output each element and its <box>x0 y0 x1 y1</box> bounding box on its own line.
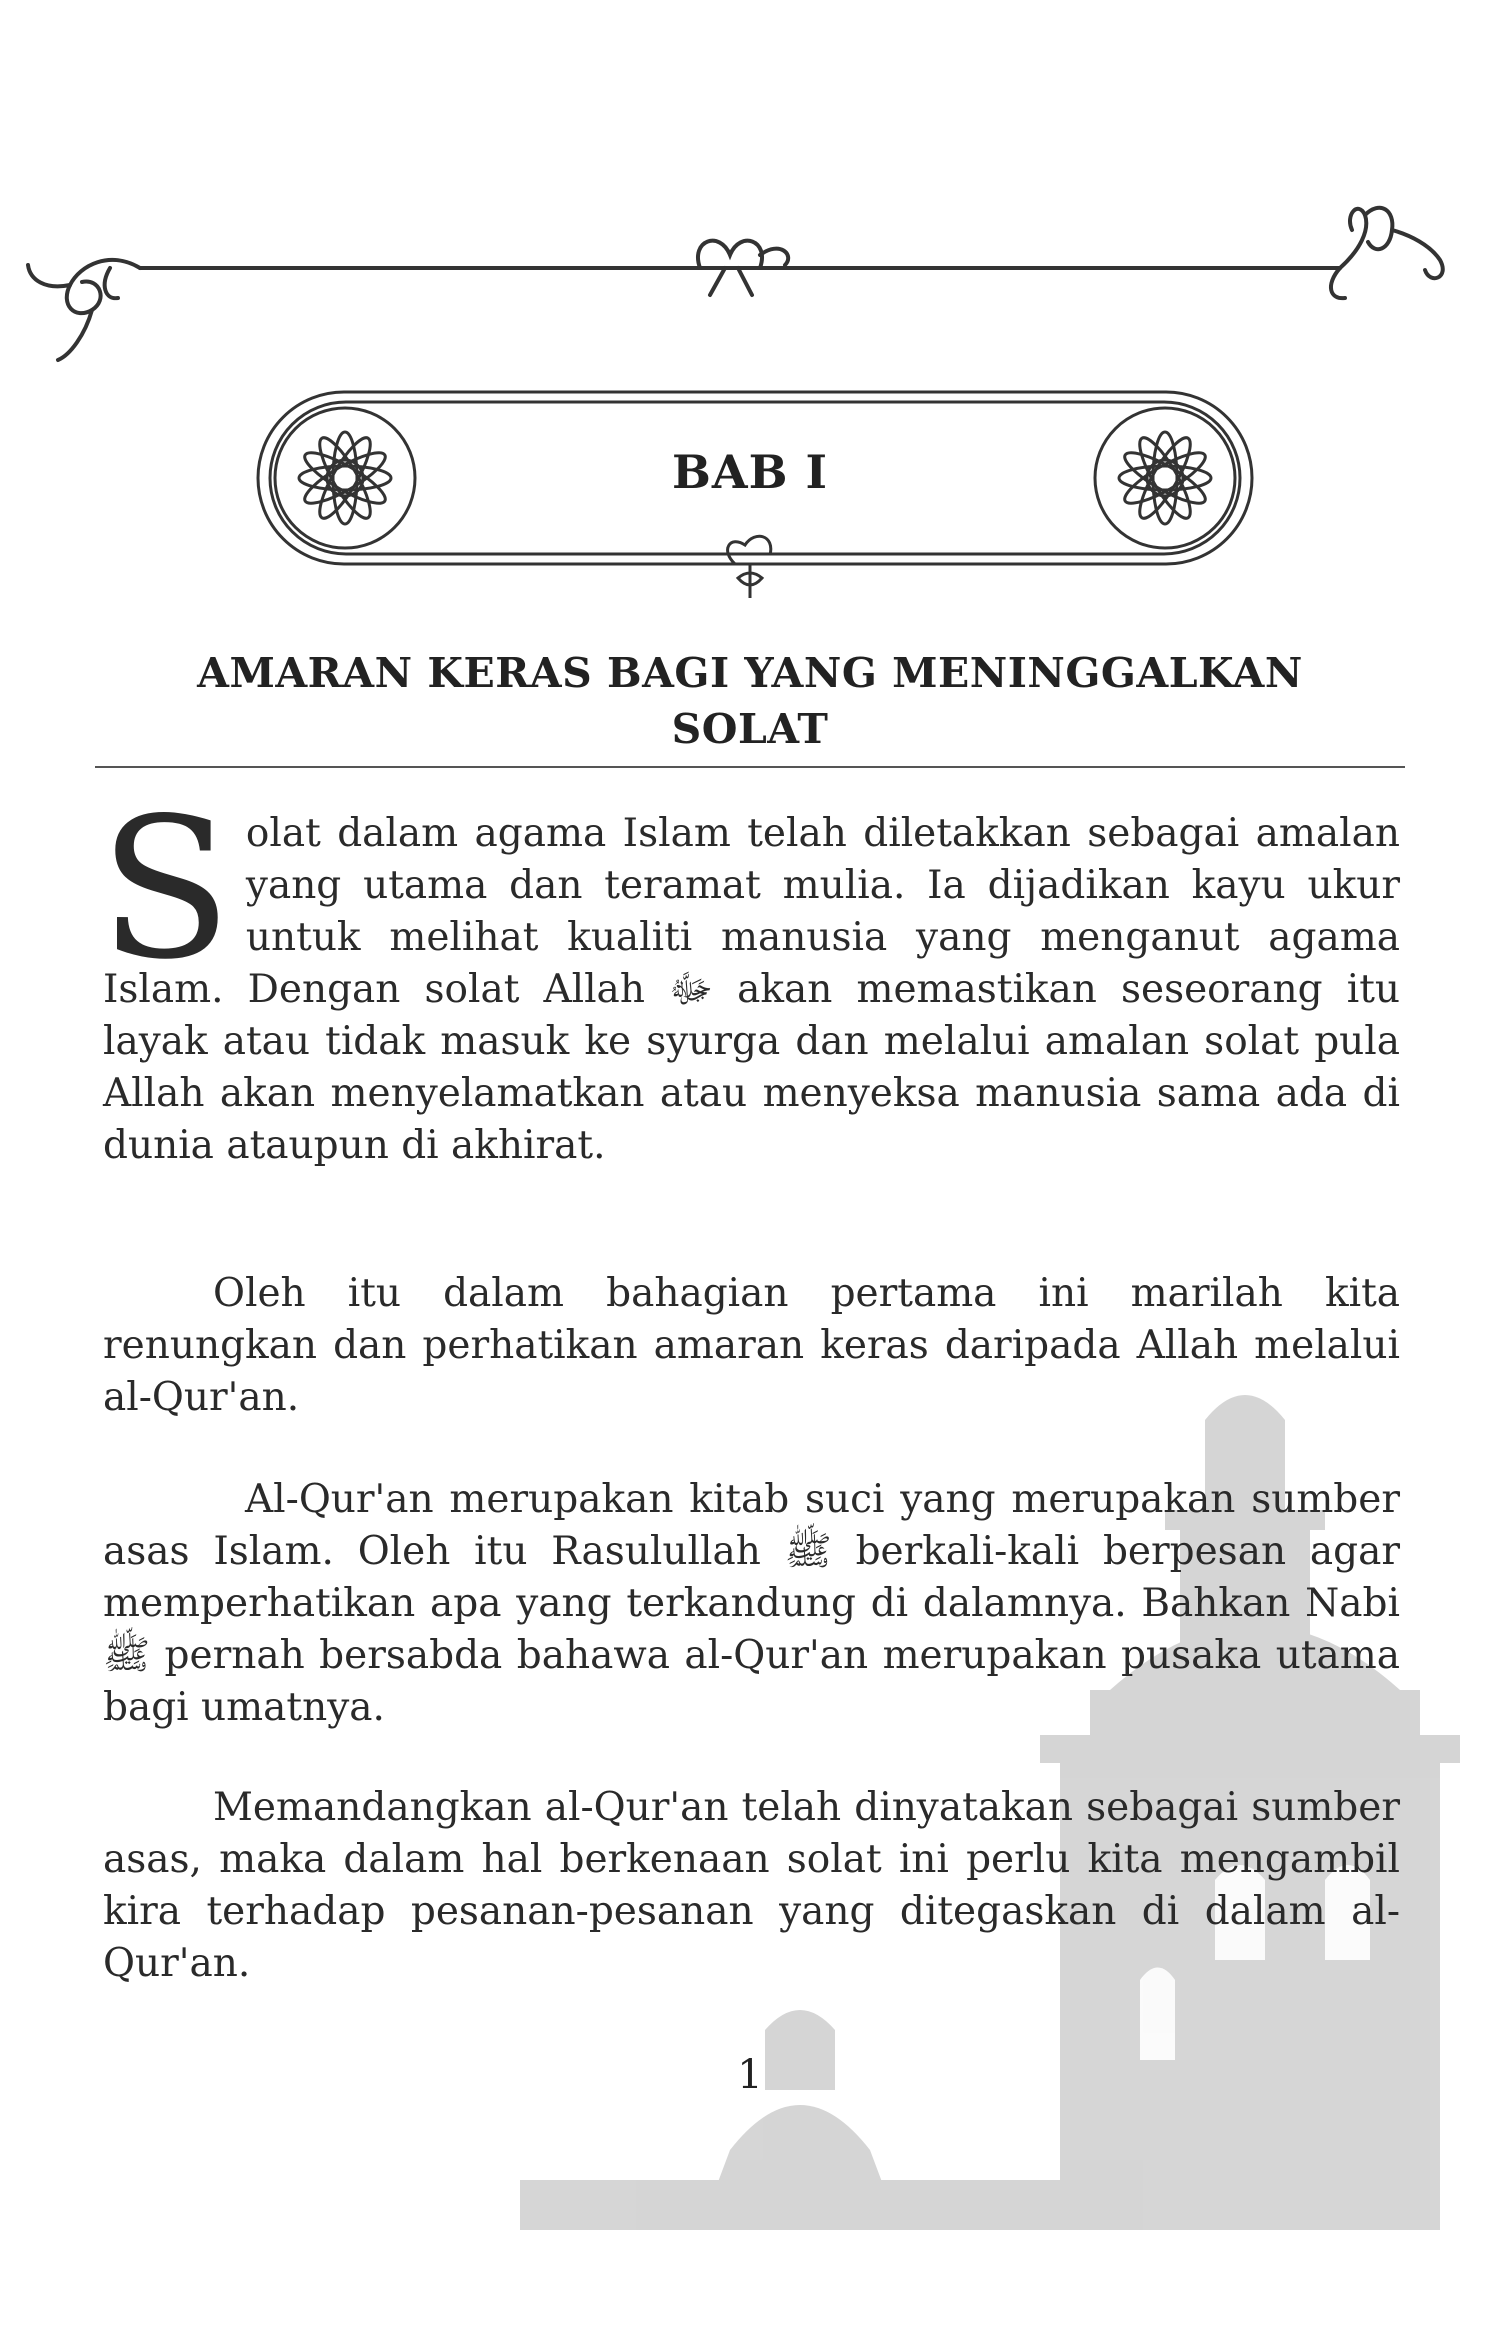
top-ornament-divider <box>0 160 1500 380</box>
paragraph-3 <box>103 1474 1400 1734</box>
paragraph-3-text: Al-Qur'an merupakan kitab suci yang merupakan sumber asas Islam. Oleh itu Rasulullah ﷺ berkali-kali berpesan agar memperhatikan apa yang terkandung di dalamnya. Bahkan Nabi ﷺ pernah bersabda bahawa al-Qur'an merupakan pusaka utama bagi umatnya. <box>103 1477 1400 1730</box>
drop-cap: S <box>99 776 232 1002</box>
page-number: 1 <box>737 2052 763 2098</box>
chapter-label: BAB I <box>672 445 828 499</box>
chapter-title <box>130 645 1370 757</box>
paragraph-4 <box>103 1782 1400 1990</box>
title-underline-rule <box>95 766 1405 768</box>
paragraph-4-text: Memandangkan al-Qur'an telah dinyatakan sebagai sumber asas, maka dalam hal berkenaan solat ini perlu kita mengambil kira terhadap pesanan-pesanan yang ditegaskan di dalam al-Qur'an. <box>103 1785 1400 1986</box>
paragraph-2-text: Oleh itu dalam bahagian pertama ini marilah kita renungkan dan perhatikan amaran keras daripada Allah melalui al-Qur'an. <box>103 1271 1400 1420</box>
paragraph-1 <box>99 776 1400 1172</box>
paragraph-2 <box>103 1268 1400 1424</box>
chapter-title-line-1: AMARAN KERAS BAGI YANG MENINGGALKAN <box>197 649 1303 697</box>
paragraph-1-text: olat dalam agama Islam telah diletakkan sebagai amalan yang utama dan teramat mulia. Ia dijadikan kayu ukur untuk melihat kualiti manusia yang menganut agama Islam. Dengan solat Allah ﷻ akan memastikan seseorang itu layak atau tidak masuk ke syurga dan melalui amalan solat pula Allah akan menyelamatkan atau menyeksa manusia sama ada di dunia ataupun di akhirat. <box>103 811 1400 1168</box>
chapter-title-line-2: SOLAT <box>671 705 829 753</box>
